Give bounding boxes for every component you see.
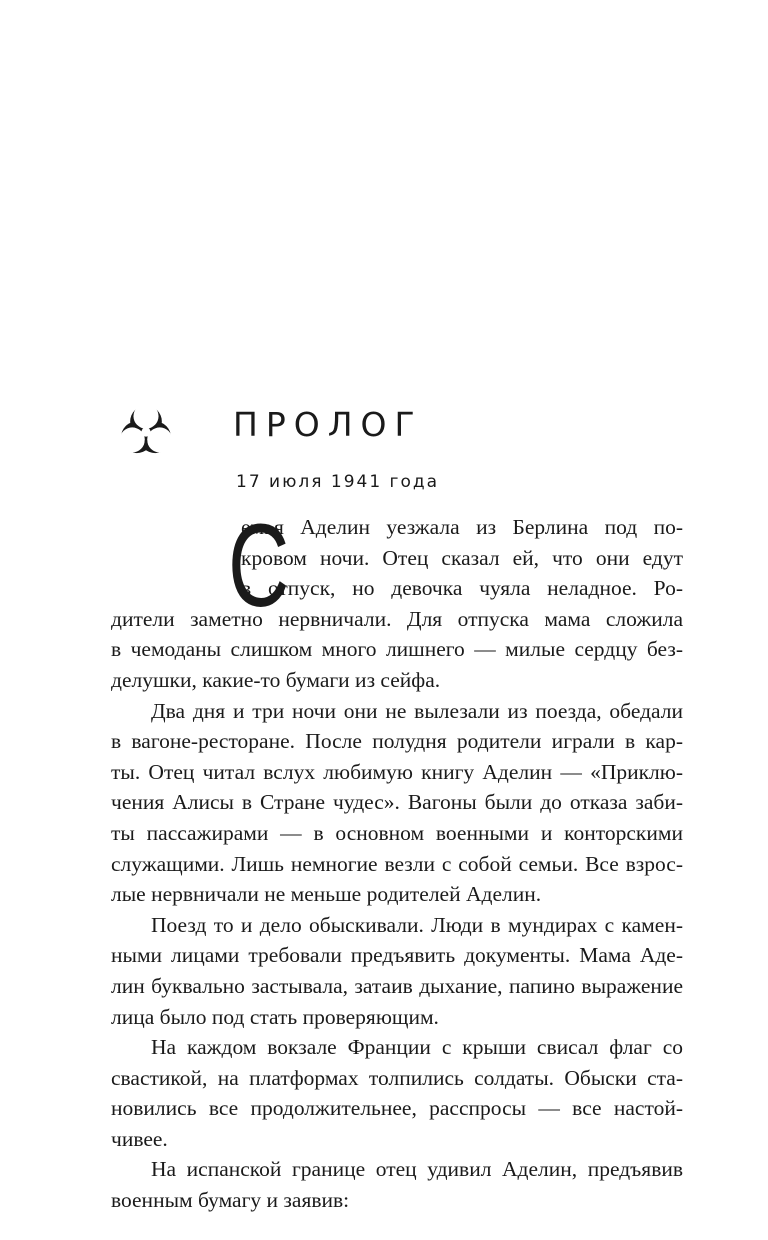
text-line: дители заметно нервничали. Для отпуска мама сложила [111,606,683,631]
text-line: емья Аделин уезжала из Берлина под по- [241,515,683,539]
text-line: в чемоданы слишком много лишнего — милые сердцу без- [111,637,683,662]
drop-cap: С [228,500,290,632]
text-line: чивее. [111,1126,168,1151]
text-line: кровом ночи. Отец сказал ей, что они едут [241,545,683,570]
text-line: делушки, какие-то бумаги из сейфа. [111,667,441,692]
text-line: На испанской границе отец удивил Аделин, предъявив [151,1157,683,1182]
text-line: лин буквально застывала, затаив дыхание, папино выражение [111,973,683,998]
text-line: свастикой, на платформах толпились солдаты. Обыски ста- [111,1065,683,1090]
text-line: военным бумагу и заявив: [111,1188,350,1213]
text-line: служащими. Лишь немногие везли с собой семьи. Все взрос- [111,851,683,876]
text-line: в вагоне-ресторане. После полудня родители играли в кар- [111,729,683,754]
chapter-date: 17 июля 1941 года [236,472,440,492]
text-line: На каждом вокзале Франции с крыши свисал флаг со [151,1035,683,1060]
chapter-title: ПРОЛОГ [233,405,423,444]
text-line: лые нервничали не меньше родителей Аделин. [111,882,542,907]
text-line: ты пассажирами — в основном военными и конторскими [111,820,683,845]
biohazard-icon [112,399,180,465]
text-line: новились все продолжительнее, расспросы — все настой- [111,1096,683,1121]
text-line: Два дня и три ночи они не вылезали из поезда, обедали [151,698,683,723]
text-line: ты. Отец читал вслух любимую книгу Аделин — «Приклю- [111,759,683,784]
text-line: лица было под стать проверяющим. [111,1004,439,1029]
text-line: ными лицами требовали предъявить документы. Мама Аде- [111,943,683,968]
text-line: чения Алисы в Стране чудес». Вагоны были до отказа заби- [111,790,683,815]
body-text [111,512,683,1216]
text-line: в отпуск, но девочка чуяла неладное. Ро- [241,576,683,601]
text-line: Поезд то и дело обыскивали. Люди в мундирах с камен- [151,912,683,937]
